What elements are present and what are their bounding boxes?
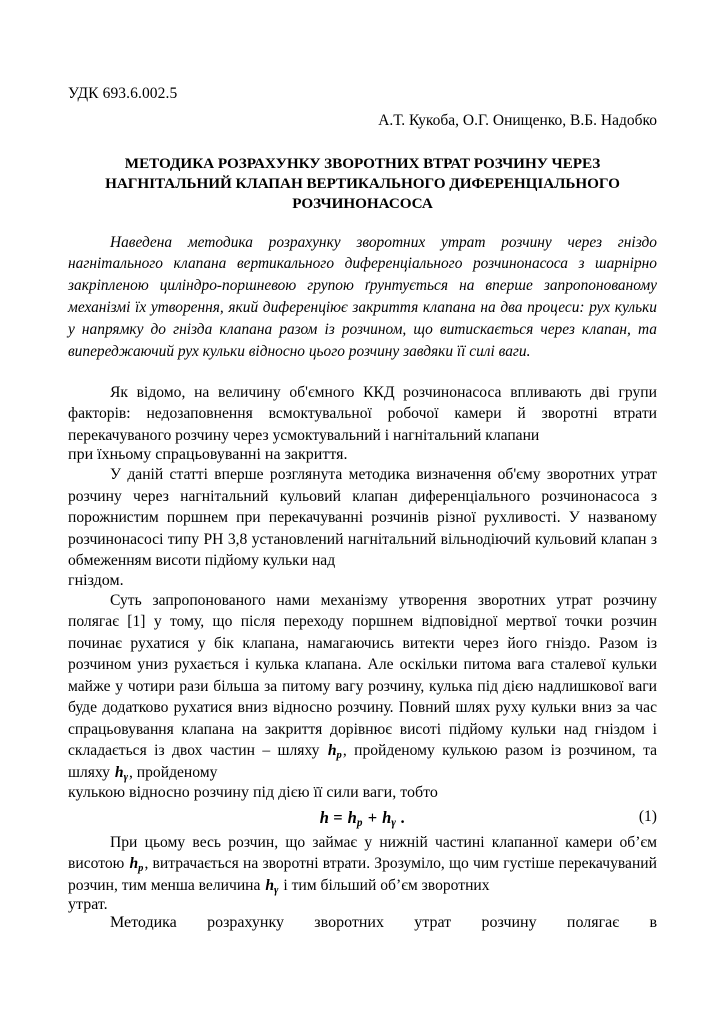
paragraph-5-word: в <box>649 914 657 932</box>
udc-code: УДК 693.6.002.5 <box>68 85 178 102</box>
paragraph-5-word: утрат <box>414 914 452 932</box>
math-h: h <box>319 807 329 827</box>
paragraph-5-line <box>68 914 657 932</box>
paragraph-4-text: При цьому весь розчин, що займає у нижній частині клапанної камери об’єм висотою <box>68 833 657 873</box>
paragraph-1-text: Як відомо, на величину об'ємного ККД розчинонасоса впливають дві групи факторів: недозаповнення всмоктувальної робочої камери й зворотні втрати перекачуваного розчину через усмоктувальний і нагнітальний клапани <box>68 383 657 444</box>
math-subscript-p: p <box>138 863 144 874</box>
paragraph-3-continuation-3: , пройденому <box>128 764 218 781</box>
paragraph-5-word: Методика <box>110 914 177 932</box>
title-line-1: МЕТОДИКА РОЗРАХУНКУ ЗВОРОТНИХ ВТРАТ РОЗЧИНУ ЧЕРЕЗ <box>124 154 601 172</box>
paragraph-5-word: розрахунку <box>207 914 284 932</box>
equation-1-body <box>320 808 405 827</box>
math-subscript-gamma: γ <box>123 771 128 783</box>
paragraph-3 <box>68 590 657 784</box>
paragraph-4-tail: утрат. <box>68 896 108 914</box>
paragraph-4 <box>68 832 657 897</box>
paragraph-3-continuation: шляху <box>277 742 327 760</box>
article-title <box>68 154 657 215</box>
math-inline-h-p <box>327 742 343 762</box>
paragraph-3-continuation-2: , пройденому кулькою разом із розчином, та шляху <box>68 742 657 781</box>
paragraph-5-word: зворотних <box>314 914 384 932</box>
author-line: А.Т. Кукоба, О.Г. Онищенко, В.Б. Надобко <box>378 111 657 129</box>
paragraph-3-text: Суть запропонованого нами механізму утворення зворотних утрат розчину полягає [1] у тому, що після переходу поршнем відповідної мертвої точки розчин починає рухатися у бік клапана, намагаючись витекти через його гніздо. Разом із розчином униз рухається і кулька клапана. Але оскільки питома вага сталевої кульки майже у чотири рази більша за питому вагу розчину, кулька під дією надлишкової ваги буде додатково рухатися вниз відносно розчину. Повний шлях руху кульки вниз за час спрацьовування клапана на закриття дорівнює висоті підйому кульки над гніздом і складається із двох частин – <box>68 591 657 760</box>
math-inline-h-p <box>347 808 364 827</box>
page-content <box>68 84 657 932</box>
paragraph-3-tail: кулькою відносно розчину під дією її сили ваги, тобто <box>68 783 438 801</box>
equation-1 <box>68 808 657 828</box>
paragraph-2 <box>68 464 657 572</box>
math-equals: = <box>333 807 343 827</box>
math-h: h <box>265 876 275 894</box>
math-inline-h-gamma <box>264 877 279 894</box>
math-inline-h-gamma <box>114 764 129 781</box>
title-line-3: РОЗЧИНОНАСОСА <box>292 195 433 213</box>
math-subscript-p: p <box>336 750 342 762</box>
paragraph-4-text-3: і тим більший об’єм зворотних <box>279 876 490 894</box>
paragraph-1 <box>68 382 657 447</box>
math-h: h <box>327 742 337 760</box>
equation-1-number: (1) <box>638 807 657 825</box>
paragraph-2-text: У даній статті вперше розглянута методика визначення об'єму зворотних утрат розчину через нагнітальний кульовий клапан диференціального розчинонасоса з порожнистим поршнем при перекачуванні розчинів різної рухливості. У названому розчинонасосі типу РН 3,8 установлений нагнітальний вільнодіючий кульовий клапан з обмеженням висоти підйому кульки над <box>68 466 657 570</box>
title-line-2: НАГНІТАЛЬНИЙ КЛАПАН ВЕРТИКАЛЬНОГО ДИФЕРЕНЦІАЛЬНОГО <box>105 175 620 193</box>
abstract-text: Наведена методика розрахунку зворотних утрат розчину через гніздо нагнітального клапана вертикального диференціального розчинонасоса з шарнірно закріпленою циліндро-поршневою групою ґрунтується на вперше запропонованому механізмі їх утворення, який диференціює закриття клапана на два процеси: рух кульки у напрямку до гнізда клапана разом із розчином, що витискається через клапан, та випереджаючий рух кульки відносно цього розчину завдяки її силі ваги. <box>68 233 657 360</box>
paragraph-2-tail: гніздом. <box>68 571 124 589</box>
paragraph-2-last-line <box>68 572 657 590</box>
paragraph-3-last-line <box>68 784 657 802</box>
paragraph-4-last-line <box>68 896 657 914</box>
math-h: h <box>347 807 357 827</box>
article-body <box>68 382 657 932</box>
math-h: h <box>382 807 392 827</box>
paragraph-1-tail: при їхньому спрацьовуванні на закриття. <box>68 446 348 464</box>
math-subscript-p: p <box>356 816 363 829</box>
math-h: h <box>114 764 124 781</box>
math-period: . <box>401 807 406 827</box>
paragraph-5-word: полягає <box>566 914 620 932</box>
math-inline-h-p <box>128 855 144 872</box>
paragraph-5-word: розчину <box>481 914 537 932</box>
math-subscript-gamma: γ <box>274 884 279 896</box>
paragraph-4-text-2: , витрачається на зворотні втрати. Зрозуміло, що чим густіше перекачуваний розчин, тим менша величина <box>68 855 657 894</box>
math-plus: + <box>367 807 377 827</box>
paragraph-1-last-line <box>68 446 657 464</box>
math-inline-h-gamma <box>381 808 397 827</box>
math-subscript-gamma: γ <box>391 816 396 829</box>
math-h: h <box>129 855 139 873</box>
